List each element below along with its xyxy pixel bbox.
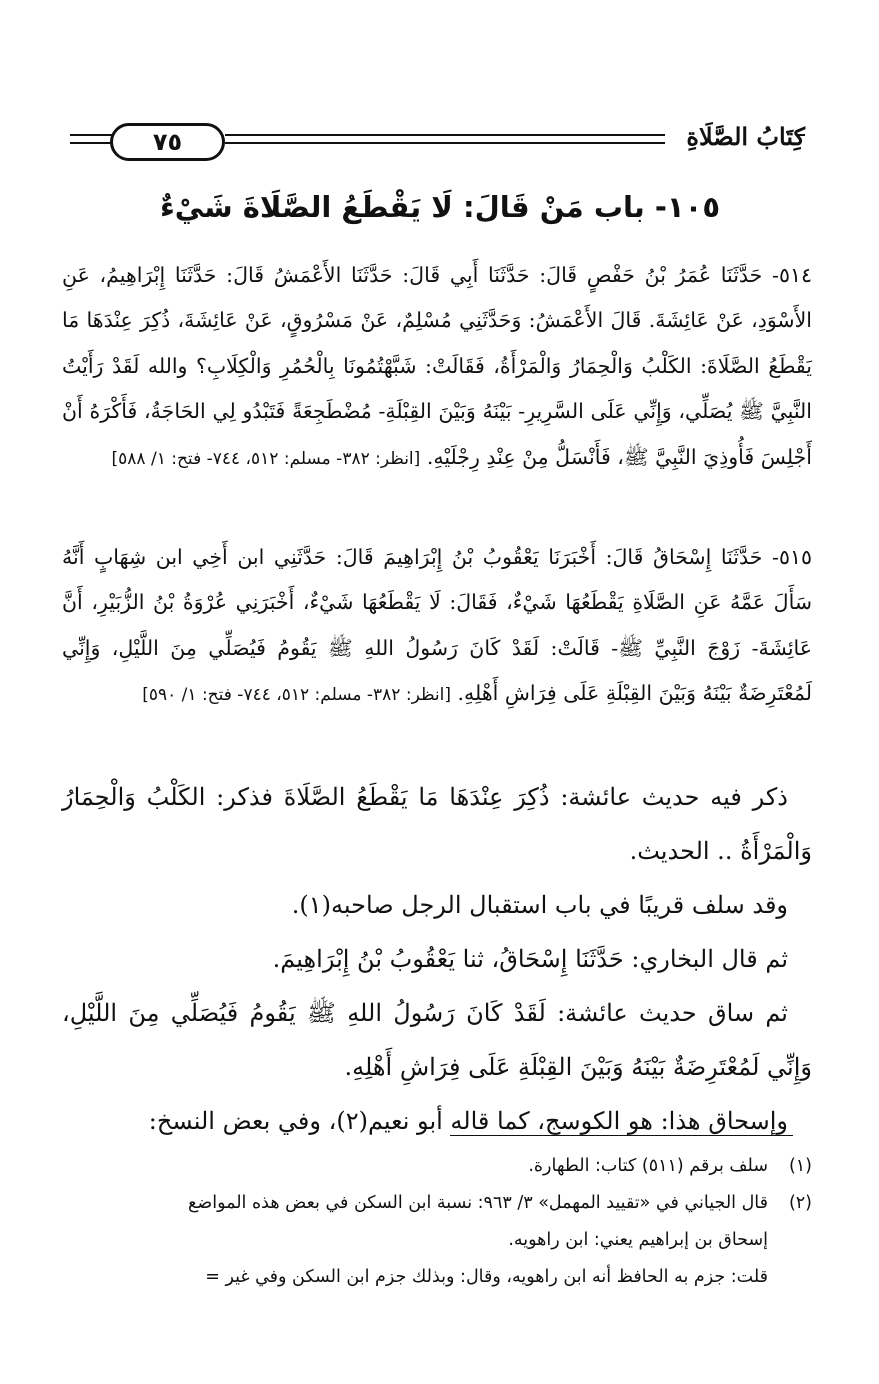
book-title: كِتَابُ الصَّلَاةِ (686, 122, 805, 151)
footnote-2 (40, 1185, 812, 1222)
running-header (70, 120, 805, 170)
commentary-paragraph: ذكر فيه حديث عائشة: ذُكِرَ عِنْدَهَا مَا يَقْطَعُ الصَّلَاةَ فذكر: الكَلْبُ وَالْحِمَارُ وَالْمَرْأَةُ .. الحديث. (62, 783, 812, 865)
hadith-515-reference: [انظر: ٣٨٢- مسلم: ٥١٢، ٧٤٤- فتح: ١/ ٥٩٠] (142, 685, 451, 706)
hadith-514 (62, 253, 812, 482)
footnote-separator (450, 1135, 793, 1136)
footnote-2-continuation: إسحاق بن إبراهيم يعني: ابن راهويه. (508, 1230, 768, 1250)
commentary-paragraph: وإسحاق هذا: هو الكوسج، كما قاله أبو نعيم(٢)، وفي بعض النسخ: (148, 1107, 788, 1135)
footnote-text: قال الجياني في «تقييد المهمل» ٣/ ٩٦٣: نسبة ابن السكن في بعض هذه المواضع (188, 1193, 768, 1213)
continuation-mark: = (205, 1267, 220, 1287)
hadith-514-text: ٥١٤- حَدَّثَنَا عُمَرُ بْنُ حَفْصٍ قَالَ: حَدَّثَنَا أَبِي قَالَ: حَدَّثَنَا الأَعْمَشُ قَالَ: حَدَّثَنَا إِبْرَاهِيمُ، عَنِ الأَسْوَدِ، عَنْ عَائِشَةَ. قَالَ الأَعْمَشُ: وَحَدَّثَنِي مُسْلِمٌ، عَنْ مَسْرُوقٍ، عَنْ عَائِشَةَ، ذُكِرَ عِنْدَهَا مَا يَقْطَعُ الصَّلَاةَ: الكَلْبُ وَالْحِمَارُ وَالْمَرْأَةُ، فَقَالَتْ: شَبَّهْتُمُونَا بِالْحُمُرِ وَالْكِلَابِ؟ والله لَقَدْ رَأَيْتُ النَّبِيَّ ﷺ يُصَلِّي، وَإِنِّي عَلَى السَّرِيرِ- بَيْنَهُ وَبَيْنَ القِبْلَةِ- مُضْطَجِعَةً فَتَبْدُو لِي الحَاجَةُ، فَأَكْرَهُ أَنْ أَجْلِسَ فَأُوذِيَ النَّبِيَّ ﷺ، فَأَنْسَلُّ مِنْ عِنْدِ رِجْلَيْهِ. (62, 263, 813, 469)
hadith-515 (62, 535, 812, 719)
footnote-number: (١) (788, 1156, 812, 1176)
commentary-paragraph: ثم قال البخاري: حَدَّثَنَا إِسْحَاقُ، ثنا يَعْقُوبُ بْنُ إِبْرَاهِيمَ. (272, 945, 788, 973)
header-rule-right-top (225, 134, 665, 136)
hadith-515-text: ٥١٥- حَدَّثَنَا إِسْحَاقُ قَالَ: أَخْبَرَنَا يَعْقُوبُ بْنُ إِبْرَاهِيمَ قَالَ: حَدَّثَنِي ابن أَخِي ابن شِهَابٍ أَنَّهُ سَأَلَ عَمَّهُ عَنِ الصَّلَاةِ يَقْطَعُهَا شَيْءٌ، فَقَالَ: لَا يَقْطَعُهَا شَيْءٌ، أَخْبَرَنِي عُرْوَةُ بْنُ الزُّبَيْرِ، أَنَّ عَائِشَةَ- زَوْجَ النَّبِيِّ ﷺ- قَالَتْ: لَقَدْ كَانَ رَسُولُ اللهِ ﷺ يَقُومُ فَيُصَلِّي مِنَ اللَّيْلِ، وَإِنِّي لَمُعْتَرِضَةٌ بَيْنَهُ وَبَيْنَ القِبْلَةِ عَلَى فِرَاشِ أَهْلِهِ. (62, 545, 812, 706)
header-rule-right-bottom (225, 142, 665, 144)
hadith-514-reference: [انظر: ٣٨٢- مسلم: ٥١٢، ٧٤٤- فتح: ١/ ٥٨٨] (111, 448, 421, 469)
footnote-text: قلت: جزم به الحافظ أنه ابن راهويه، وقال: وبذلك جزم ابن السكن وفي غير (225, 1267, 768, 1287)
footnote-1 (40, 1148, 812, 1185)
commentary-paragraph: ثم ساق حديث عائشة: لَقَدْ كَانَ رَسُولُ اللهِ ﷺ يَقُومُ فَيُصَلِّي مِنَ اللَّيْلِ، وَإِنِّي لَمُعْتَرِضَةٌ بَيْنَهُ وَبَيْنَ القِبْلَةِ عَلَى فِرَاشِ أَهْلِهِ. (62, 999, 812, 1081)
footnote-2-note (40, 1259, 812, 1296)
page-number: ٧٥ (110, 123, 225, 161)
footnotes (40, 1148, 812, 1296)
header-rule-left-bottom (70, 142, 112, 144)
commentary-paragraph: وقد سلف قريبًا في باب استقبال الرجل صاحبه(١). (291, 891, 788, 919)
header-rule-left-top (70, 134, 112, 136)
footnote-text: سلف برقم (٥١١) كتاب: الطهارة. (528, 1156, 768, 1176)
chapter-title: ١٠٥- باب مَنْ قَالَ: لَا يَقْطَعُ الصَّلَاةَ شَيْءٌ (159, 190, 721, 224)
commentary (62, 770, 812, 1148)
footnote-number: (٢) (788, 1193, 812, 1213)
